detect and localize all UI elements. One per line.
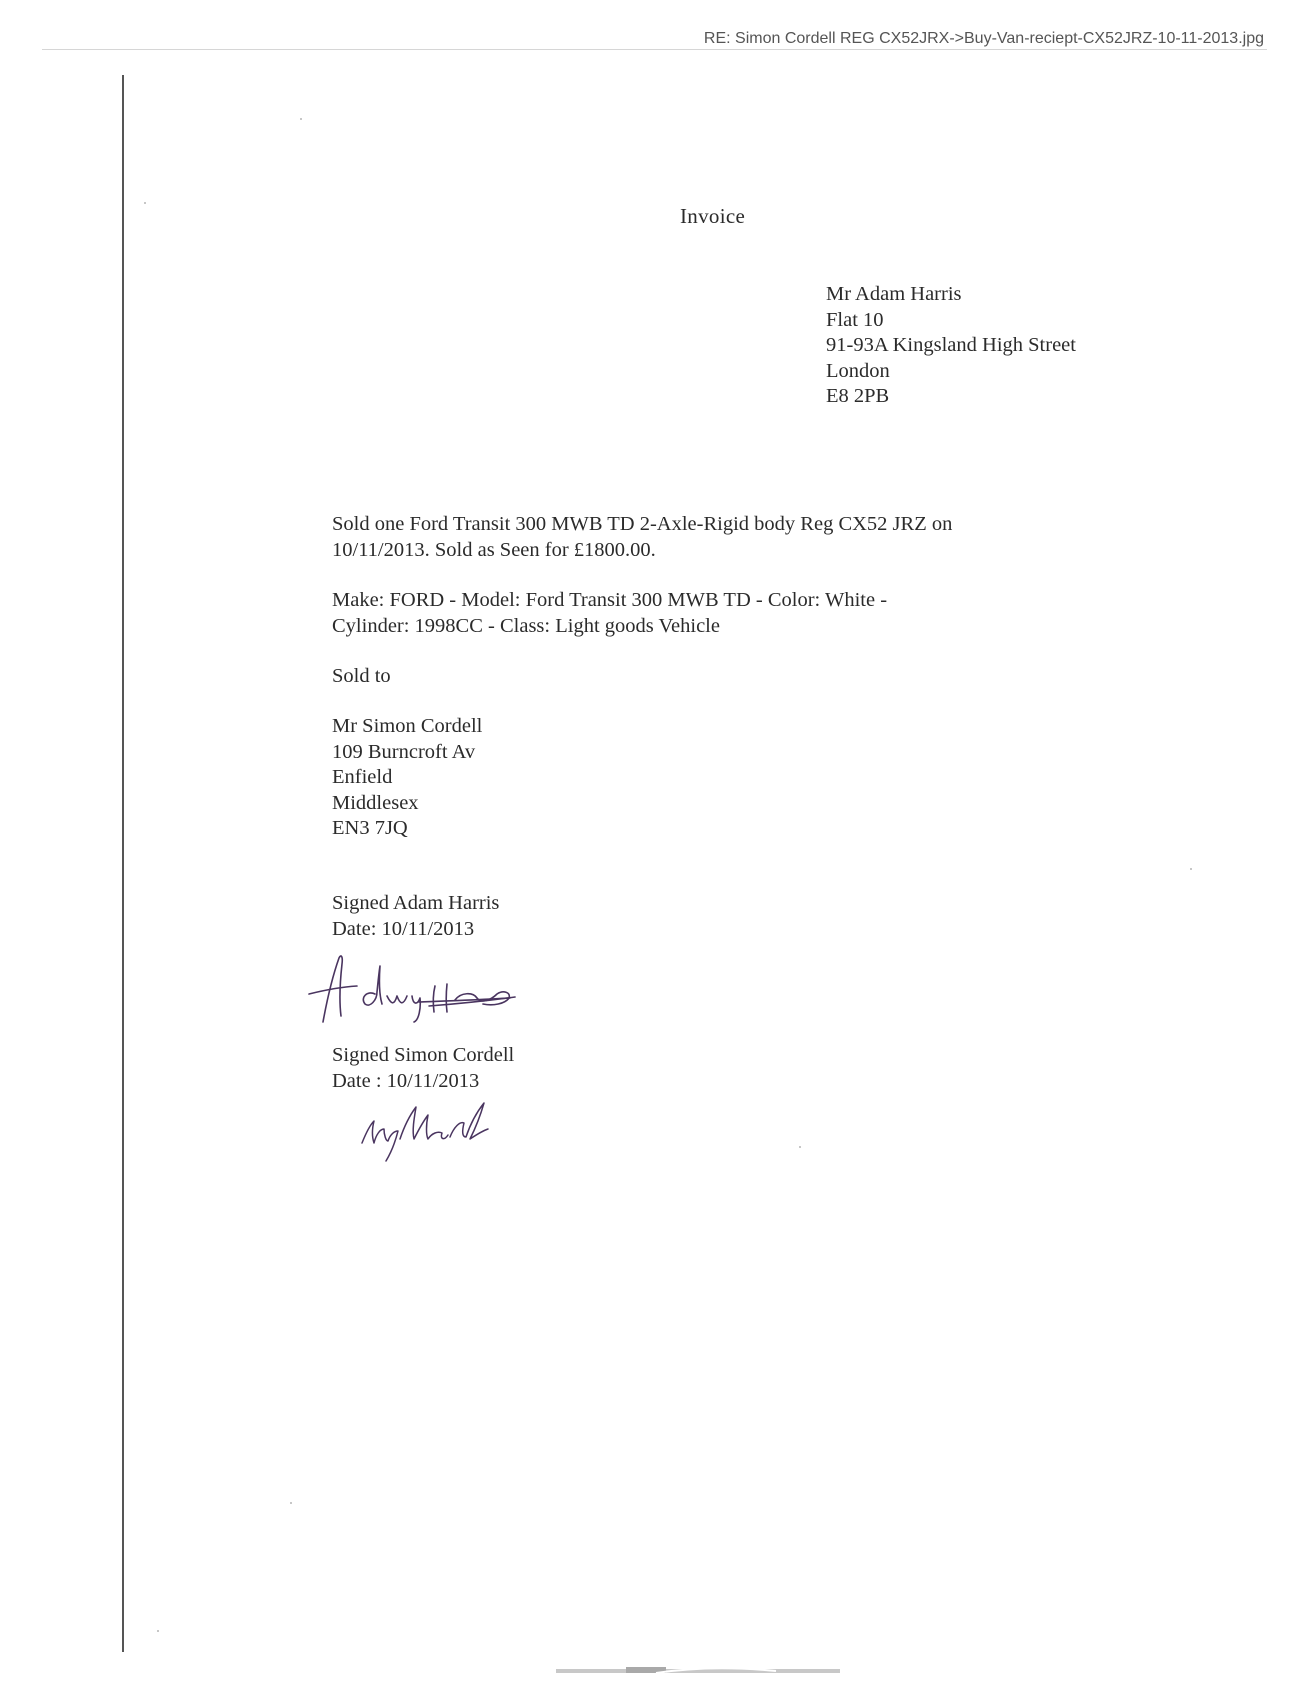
buyer-address — [332, 714, 482, 842]
address-line: 109 Burncroft Av — [332, 740, 476, 763]
buyer-signature-block — [332, 1043, 514, 1094]
scan-edge-line — [122, 75, 124, 1652]
address-line: E8 2PB — [826, 385, 890, 407]
address-line: Mr Simon Cordell — [332, 715, 483, 737]
statement-line: Sold one Ford Transit 300 MWB TD 2-Axle-Rigid body Reg CX52 JRZ on — [332, 513, 953, 535]
address-line: Enfield — [332, 766, 393, 788]
scan-speck — [290, 1502, 292, 1504]
scan-speck — [1190, 868, 1192, 870]
address-line: EN3 7JQ — [332, 817, 408, 839]
date-line: Date : 10/11/2013 — [332, 1069, 480, 1092]
seller-address — [826, 282, 1076, 410]
scan-speck — [799, 1146, 801, 1148]
address-line: London — [826, 359, 890, 382]
header-divider — [42, 49, 1267, 50]
file-path-header: RE: Simon Cordell REG CX52JRX->Buy-Van-reciept-CX52JRZ-10-11-2013.jpg — [703, 30, 1264, 47]
scan-speck — [144, 202, 146, 204]
buyer-handwritten-signature — [358, 1095, 498, 1165]
details-line: Make: FORD - Model: Ford Transit 300 MWB TD - Color: White - — [332, 589, 888, 611]
scan-speck — [157, 1630, 159, 1632]
scan-bottom-edge — [556, 1665, 840, 1675]
address-line: Middlesex — [332, 791, 419, 814]
statement-line: 10/11/2013. Sold as Seen for £1800.00. — [332, 538, 656, 561]
date-line: Date: 10/11/2013 — [332, 917, 475, 940]
signed-line: Signed Adam Harris — [332, 892, 500, 914]
sold-to-label: Sold to — [332, 665, 391, 687]
details-line: Cylinder: 1998CC - Class: Light goods Vehicle — [332, 614, 720, 637]
seller-signature-block — [332, 891, 499, 942]
address-line: 91-93A Kingsland High Street — [826, 334, 1076, 356]
document-title: Invoice — [680, 204, 746, 228]
seller-handwritten-signature — [305, 950, 535, 1030]
scan-speck — [300, 118, 302, 120]
signed-line: Signed Simon Cordell — [332, 1044, 515, 1066]
address-line: Mr Adam Harris — [826, 283, 962, 305]
vehicle-details — [332, 588, 887, 639]
address-line: Flat 10 — [826, 308, 884, 331]
sale-statement — [332, 512, 952, 563]
